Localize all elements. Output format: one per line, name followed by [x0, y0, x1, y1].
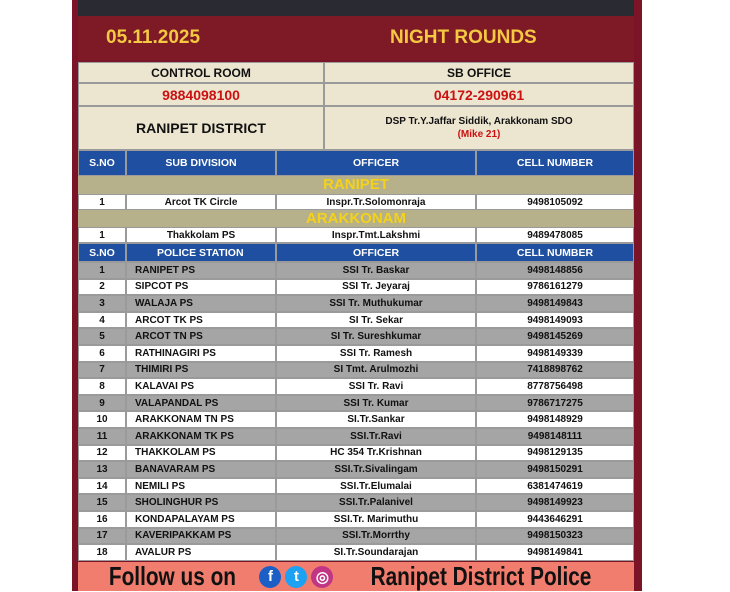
row-cell-number: 9498150291 — [476, 461, 634, 478]
row-police-station: ARCOT TK PS — [126, 312, 276, 329]
row-police-station: WALAJA PS — [126, 295, 276, 312]
table-row — [78, 544, 634, 561]
row-cell-number: 9498150323 — [476, 528, 634, 545]
row-officer: SI Tmt. Arulmozhi — [276, 362, 476, 379]
row-officer: SSI Tr. Ramesh — [276, 345, 476, 362]
row-sno: 17 — [78, 528, 126, 545]
row-police-station: AVALUR PS — [126, 544, 276, 561]
table-row — [78, 194, 634, 210]
row-cell-number: 9786717275 — [476, 395, 634, 412]
table-row — [78, 378, 634, 395]
instagram-icon[interactable]: ◎ — [311, 566, 333, 588]
dsp-text: DSP Tr.Y.Jaffar Siddik, Arakkonam SDO — [385, 116, 573, 127]
row-cell-number: 9498148856 — [476, 262, 634, 279]
table2-header — [78, 243, 634, 262]
row-officer: SSI Tr. Jeyaraj — [276, 279, 476, 296]
row-officer: SSI.Tr.Palanivel — [276, 494, 476, 511]
row-sno: 7 — [78, 362, 126, 379]
table-row — [78, 312, 634, 329]
follow-us-text: Follow us on — [108, 561, 236, 591]
row-cell-number: 9498149923 — [476, 494, 634, 511]
row-officer: SSI Tr. Kumar — [276, 395, 476, 412]
row-cell-number: 9498149093 — [476, 312, 634, 329]
table-row — [78, 279, 634, 296]
row-cell-number: 9498148111 — [476, 428, 634, 445]
row-cell-number: 9498105092 — [476, 194, 634, 210]
row-sub-division: Thakkolam PS — [126, 227, 276, 243]
table1-header — [78, 150, 634, 176]
row-police-station: NEMILI PS — [126, 478, 276, 495]
row-sno: 5 — [78, 328, 126, 345]
table-row — [78, 461, 634, 478]
row-officer: SSI.Tr.Morrthy — [276, 528, 476, 545]
table-row — [78, 428, 634, 445]
row-cell-number: 9498129135 — [476, 445, 634, 462]
table-row — [78, 445, 634, 462]
section-ranipet: RANIPET — [78, 176, 634, 194]
row-sno: 3 — [78, 295, 126, 312]
dsp-callsign: (Mike 21) — [457, 129, 501, 140]
row-officer: HC 354 Tr.Krishnan — [276, 445, 476, 462]
col-police-station: POLICE STATION — [126, 243, 276, 262]
table-row — [78, 494, 634, 511]
row-cell-number: 9498149339 — [476, 345, 634, 362]
row-cell-number: 9498145269 — [476, 328, 634, 345]
row-sno: 13 — [78, 461, 126, 478]
row-sno: 1 — [78, 262, 126, 279]
row-cell-number: 8778756498 — [476, 378, 634, 395]
row-officer: SSI.Tr.Ravi — [276, 428, 476, 445]
table-row — [78, 295, 634, 312]
header-photo-strip — [78, 0, 634, 16]
col-cell-number: CELL NUMBER — [476, 243, 634, 262]
row-officer: SI Tr. Sureshkumar — [276, 328, 476, 345]
row-cell-number: 6381474619 — [476, 478, 634, 495]
table-row — [78, 411, 634, 428]
row-officer: SI Tr. Sekar — [276, 312, 476, 329]
row-police-station: RANIPET PS — [126, 262, 276, 279]
row-officer: SSI Tr. Muthukumar — [276, 295, 476, 312]
row-police-station: ARAKKONAM TN PS — [126, 411, 276, 428]
row-police-station: RATHINAGIRI PS — [126, 345, 276, 362]
col-officer: OFFICER — [276, 150, 476, 176]
row-police-station: KAVERIPAKKAM PS — [126, 528, 276, 545]
row-police-station: ARCOT TN PS — [126, 328, 276, 345]
report-title: NIGHT ROUNDS — [390, 27, 537, 48]
row-police-station: KALAVAI PS — [126, 378, 276, 395]
table-row — [78, 227, 634, 243]
facebook-icon[interactable]: f — [259, 566, 281, 588]
row-sno: 9 — [78, 395, 126, 412]
table-row — [78, 362, 634, 379]
org-name: Ranipet District Police — [371, 561, 592, 591]
row-cell-number: 9498149841 — [476, 544, 634, 561]
row-sno: 14 — [78, 478, 126, 495]
row-sno: 1 — [78, 194, 126, 210]
row-sno: 4 — [78, 312, 126, 329]
row-police-station: THIMIRI PS — [126, 362, 276, 379]
table-row — [78, 478, 634, 495]
row-police-station: BANAVARAM PS — [126, 461, 276, 478]
row-police-station: SIPCOT PS — [126, 279, 276, 296]
info-row-labels — [78, 62, 634, 83]
row-police-station: KONDAPALAYAM PS — [126, 511, 276, 528]
row-sno: 15 — [78, 494, 126, 511]
row-sno: 18 — [78, 544, 126, 561]
row-cell-number: 9443646291 — [476, 511, 634, 528]
info-row-numbers — [78, 83, 634, 106]
district-name: RANIPET DISTRICT — [78, 106, 324, 150]
table-row — [78, 345, 634, 362]
row-police-station: ARAKKONAM TK PS — [126, 428, 276, 445]
table-row — [78, 328, 634, 345]
dsp-cell — [324, 106, 634, 150]
sb-office-number: 04172-290961 — [324, 83, 634, 106]
row-sno: 16 — [78, 511, 126, 528]
table-row — [78, 511, 634, 528]
twitter-icon[interactable]: t — [285, 566, 307, 588]
row-sno: 10 — [78, 411, 126, 428]
col-sub-division: SUB DIVISION — [126, 150, 276, 176]
footer-banner — [78, 562, 634, 591]
table-row — [78, 528, 634, 545]
row-sno: 2 — [78, 279, 126, 296]
row-cell-number: 9498149843 — [476, 295, 634, 312]
row-officer: SSI.Tr. Marimuthu — [276, 511, 476, 528]
info-row-district — [78, 106, 634, 150]
report-date: 05.11.2025 — [106, 27, 201, 48]
table-row — [78, 395, 634, 412]
row-cell-number: 9498148929 — [476, 411, 634, 428]
row-police-station: VALAPANDAL PS — [126, 395, 276, 412]
row-sno: 1 — [78, 227, 126, 243]
control-room-number: 9884098100 — [78, 83, 324, 106]
row-officer: Inspr.Tr.Solomonraja — [276, 194, 476, 210]
row-sub-division: Arcot TK Circle — [126, 194, 276, 210]
row-officer: SSI Tr. Ravi — [276, 378, 476, 395]
row-cell-number: 9786161279 — [476, 279, 634, 296]
sb-office-label: SB OFFICE — [324, 62, 634, 83]
col-cell-number: CELL NUMBER — [476, 150, 634, 176]
row-police-station: THAKKOLAM PS — [126, 445, 276, 462]
col-officer: OFFICER — [276, 243, 476, 262]
col-sno: S.NO — [78, 243, 126, 262]
row-sno: 8 — [78, 378, 126, 395]
row-officer: SSI.Tr.Elumalai — [276, 478, 476, 495]
row-police-station: SHOLINGHUR PS — [126, 494, 276, 511]
row-officer: SSI Tr. Baskar — [276, 262, 476, 279]
title-banner — [78, 16, 634, 60]
row-sno: 6 — [78, 345, 126, 362]
row-cell-number: 7418898762 — [476, 362, 634, 379]
row-cell-number: 9489478085 — [476, 227, 634, 243]
table-row — [78, 262, 634, 279]
col-sno: S.NO — [78, 150, 126, 176]
row-officer: Inspr.Tmt.Lakshmi — [276, 227, 476, 243]
control-room-label: CONTROL ROOM — [78, 62, 324, 83]
section-arakkonam: ARAKKONAM — [78, 210, 634, 227]
row-officer: SI.Tr.Soundarajan — [276, 544, 476, 561]
row-officer: SI.Tr.Sankar — [276, 411, 476, 428]
row-officer: SSI.Tr.Sivalingam — [276, 461, 476, 478]
row-sno: 11 — [78, 428, 126, 445]
row-sno: 12 — [78, 445, 126, 462]
